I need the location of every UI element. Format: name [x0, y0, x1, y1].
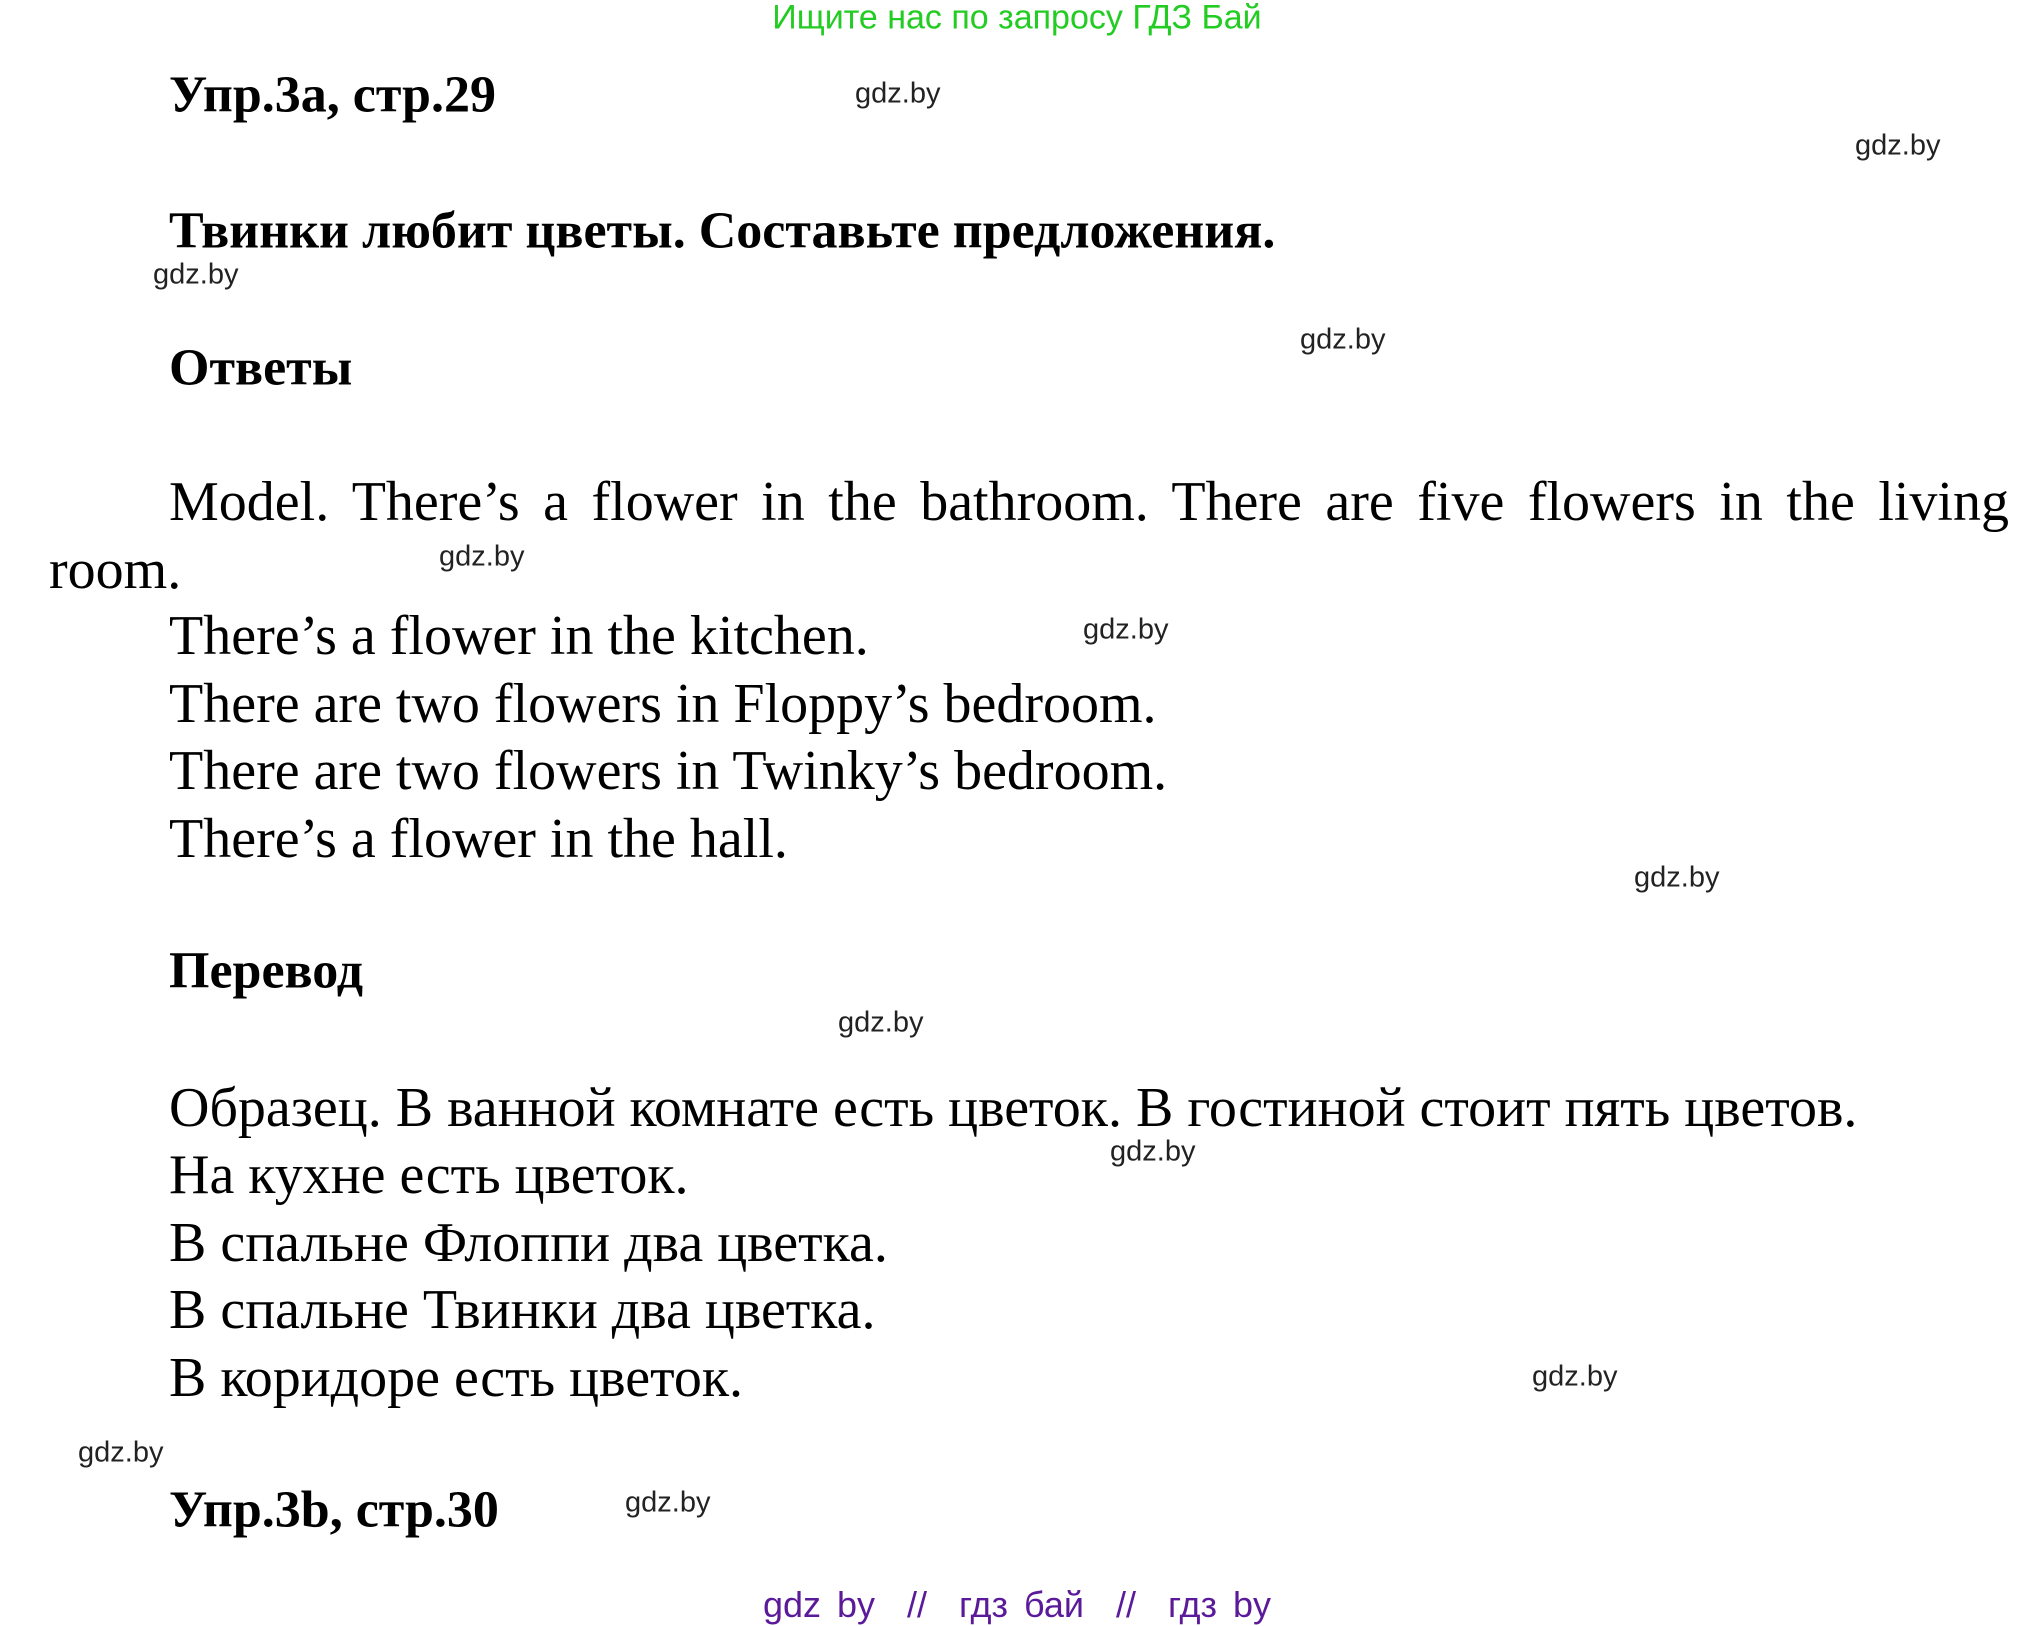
watermark: gdz.by: [1855, 129, 1941, 162]
translation-model: Образец. В ванной комнате есть цветок. В гостиной стоит пять цветов.: [169, 1077, 1858, 1139]
watermark: gdz.by: [625, 1486, 711, 1519]
translation-line: На кухне есть цветок.: [169, 1144, 689, 1206]
task-text: Твинки любит цветы. Составьте предложения.: [169, 202, 1276, 260]
answer-line: There’s a flower in the hall.: [169, 808, 788, 870]
answer-line: There are two flowers in Floppy’s bedroom.: [169, 673, 1157, 735]
watermark: gdz.by: [78, 1436, 164, 1469]
watermark: gdz.by: [439, 540, 525, 573]
translation-heading: Перевод: [169, 942, 364, 1000]
answers-heading: Ответы: [169, 339, 353, 397]
watermark: gdz.by: [1083, 613, 1169, 646]
watermark: gdz.by: [1110, 1135, 1196, 1168]
watermark: gdz.by: [1300, 323, 1386, 356]
translation-line: В коридоре есть цветок.: [169, 1347, 744, 1409]
translation-line: В спальне Флоппи два цветка.: [169, 1212, 888, 1274]
translation-line: В спальне Твинки два цветка.: [169, 1279, 876, 1341]
footer-banner: gdz by // гдз бай // гдз by: [762, 1584, 1272, 1625]
answer-line: There are two flowers in Twinky’s bedroom.: [169, 740, 1168, 802]
watermark: gdz.by: [1634, 861, 1720, 894]
search-banner: Ищите нас по запросу ГДЗ Бай: [772, 0, 1262, 37]
model-answer: Model. There’s a flower in the bathroom. There are five flowers in the living room.: [49, 471, 2009, 601]
watermark: gdz.by: [855, 77, 941, 110]
watermark: gdz.by: [1532, 1360, 1618, 1393]
watermark: gdz.by: [838, 1006, 924, 1039]
watermark: gdz.by: [153, 258, 239, 291]
exercise-3b-title: Упр.3b, стр.30: [169, 1481, 499, 1539]
answer-line: There’s a flower in the kitchen.: [169, 605, 869, 667]
exercise-3a-title: Упр.3a, стр.29: [169, 66, 496, 124]
